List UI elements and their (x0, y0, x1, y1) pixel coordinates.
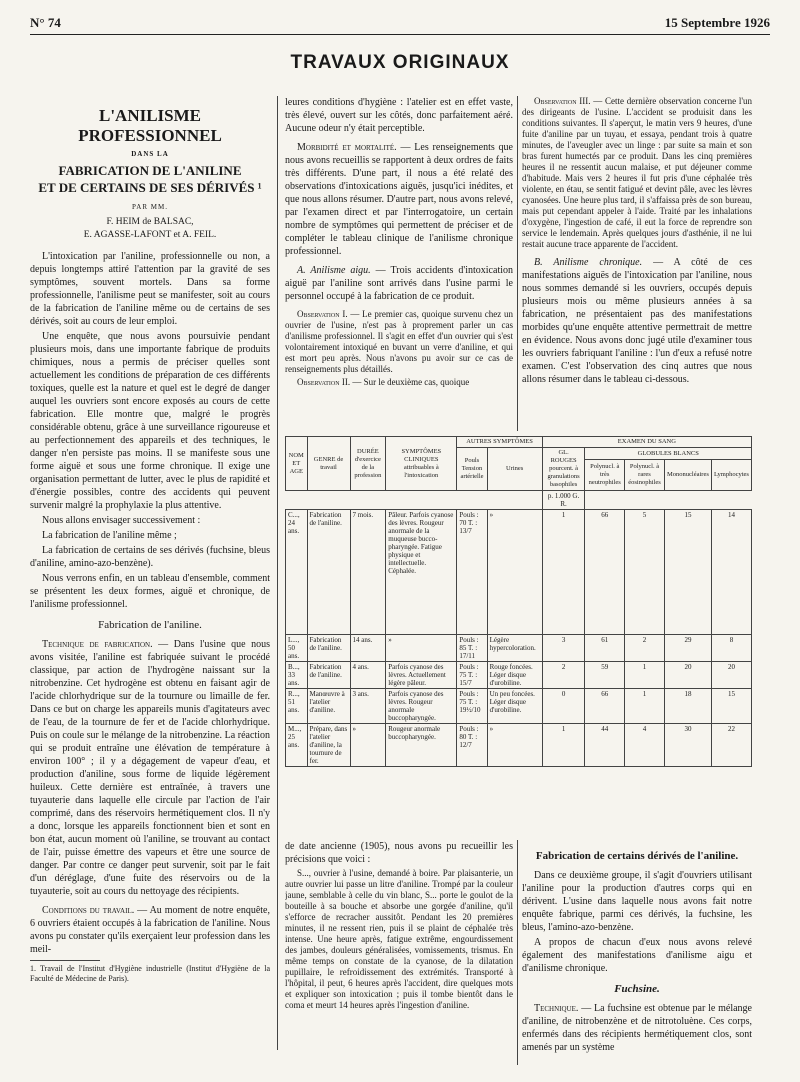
paragraph (30, 904, 270, 956)
table-cell-pn: 66 (585, 510, 625, 635)
article-subtitle-2: ET DE CERTAINS DE SES DÉRIVÉS ¹ (38, 180, 262, 195)
table-cell-nom: C..., 24 ans. (286, 510, 308, 635)
table-cell-lym: 20 (711, 662, 751, 689)
table-header: Pouls Tension artérielle (457, 448, 487, 491)
table-cell-genre: Fabrication de l'aniline. (307, 635, 350, 662)
footnote: 1. Travail de l'Institut d'Hygiène industrielle (Institut d'Hygiène de la Faculté de Médecine de Paris). (30, 964, 270, 983)
author-line-2: E. AGASSE-LAFONT et A. FEIL. (83, 230, 217, 240)
header-rule (30, 34, 770, 35)
table-header: Urines (487, 448, 542, 491)
table-cell-glr: 0 (542, 689, 585, 724)
paragraph-text: — A côté de ces manifestations aiguës de l'intoxication par l'aniline, nous nous sommes demandé si les ouvriers, occupés depuis plusieurs mois ou même plusieurs années à sa fabrication, ne présentaient pas des manifestations morbides qu'une enquête attentive permettrait de mettre en évidence. Nous avons donc jugé utile d'examiner tous les ouvriers fabriquant l'aniline : l'un d'eux a refusé notre examen. C'est l'observation des cinq autres que nous allons résumer dans le tableau ci-dessous. (522, 257, 752, 385)
table-cell-pouls: Pouls : 75 T. : 19½/10 (457, 689, 487, 724)
table-cell-mono: 18 (665, 689, 712, 724)
paragraph (285, 377, 513, 388)
article-title: L'ANILISME PROFESSIONNEL (78, 106, 222, 145)
table-cell-pe: 1 (624, 662, 664, 689)
paragraph: Dans ce deuxième groupe, il s'agit d'ouvriers utilisant l'aniline pour la production d'autres corps qui en dérivent. L'usine dans laquelle nous avons fait notre enquête fabrique, parmi ces dérivés, la fuchsine, les bleus, l'amino-azo-benzène. (522, 870, 752, 933)
column-divider-right-top (517, 96, 518, 431)
table-cell-pouls: Pouls : 80 T. : 12/7 (457, 724, 487, 767)
table-cell-genre: Manœuvre à l'atelier d'aniline. (307, 689, 350, 724)
table-header: SYMPTÔMES CLINIQUES attribuables à l'intoxication (386, 437, 457, 491)
table-cell-duree: 4 ans. (350, 662, 386, 689)
footnote-rule (30, 960, 100, 961)
table-row (286, 662, 752, 689)
table-row (286, 510, 752, 635)
paragraph-text: — Dans l'usine que nous avons visitée, l'aniline est fabriquée suivant le procédé classique, par action de l'hydrogène naissant sur la nitrobenzine. Cet hydrogène est obtenu en faisant agir de l'acide chlorhydrique sur de la tournure ou limaille de fer. Dans ce but on charge les appareils munis d'agitateurs avec de l'eau, de la tournure de fer et de l'acide chlorhydrique. Puis on coule sur le mélange de la nitrobenzine. La réaction qui se produit entraîne une élévation de température à environ 100° ; il y a dégagement de vapeur d'eau, et production d'aniline, sous forme de liquide légèrement huileux. Cette dernière est entraînée, à travers une tuyauterie dans laquelle elle circule par l'action de l'air comprimé, dans des réservoirs hermétiquement clos. Il n'y a donc, lorsque les appareils fonctionnent bien et sont en bon état, aucun moment où l'aniline, se trouvant au contact de l'air, puisse émettre des vapeurs et être une source de danger. Par contre ce danger peut survenir, soit par le fait d'un déréglage, d'une fuite des réservoirs ou de la tuyauterie, soit au cours du nettoyage des récipients. (30, 639, 270, 897)
table-cell-duree: 7 mois. (350, 510, 386, 635)
table-cell-sympt: » (386, 635, 457, 662)
table-header: NOM ET AGE (286, 437, 308, 491)
article-par: PAR MM. (132, 203, 168, 211)
table-cell-mono: 20 (665, 662, 712, 689)
column-3 (522, 96, 752, 426)
table-cell-lym: 14 (711, 510, 751, 635)
run-in-label: A. Anilisme aigu. (297, 265, 371, 276)
paragraph: La fabrication de certains de ses dérivés (fuchsine, bleus d'aniline, amino-azo-benzène). (30, 545, 270, 569)
table-cell-pn: 66 (585, 689, 625, 724)
table-cell-urines: » (487, 510, 542, 635)
table-cell-pe: 1 (624, 689, 664, 724)
run-in-label: Technique. (534, 1003, 579, 1014)
paragraph-text: — La fuchsine est obtenue par le mélange d'aniline, de nitrobenzène et de nitrotoluène. Ces corps, enfermés dans des récipients hermétiquement clos, sont amenés par un système (522, 1003, 752, 1053)
section-heading: Fabrication de l'aniline. (98, 619, 202, 631)
table-cell-urines: Légère hypercoloration. (487, 635, 542, 662)
column-3-continued (522, 848, 752, 1065)
table-cell-genre: Fabrication de l'aniline. (307, 510, 350, 635)
table-header: Lymphocytes (711, 460, 751, 491)
table-cell-urines: Rouge foncées. Léger disque d'urobiline. (487, 662, 542, 689)
table-cell-mono: 29 (665, 635, 712, 662)
column-2-continued (285, 840, 513, 1065)
paragraph: Nous verrons enfin, en un tableau d'ensemble, comment se présentent les deux formes, aiguë et chronique, de l'anilisme professionnel. (30, 573, 270, 610)
column-1 (30, 100, 270, 1045)
paragraph: L'intoxication par l'aniline, professionnelle ou non, a depuis longtemps attiré l'attention par la gravité de ses symptômes, souvent mortels. Dans sa forme professionnelle, l'anilisme peut se manifester, soit au cours de la fabrication de l'aniline même ou de certains de ses dérivés, soit au cours de leur emploi. (30, 251, 270, 327)
table-cell-urines: Un peu foncées. Léger disque d'urobiline. (487, 689, 542, 724)
article-subtitle-1: FABRICATION DE L'ANILINE (58, 163, 242, 178)
paragraph (522, 1002, 752, 1054)
table-cell-mono: 15 (665, 510, 712, 635)
table-cell-sympt: Parfois cyanose des lèvres. Actuellement légère pâleur. (386, 662, 457, 689)
run-in-label: Morbidité et mortalité. (297, 142, 397, 153)
table-cell-genre: Fabrication de l'aniline. (307, 662, 350, 689)
table-cell-pe: 2 (624, 635, 664, 662)
paragraph-text: — Sur le deuxième cas, quoique (350, 377, 470, 387)
table-cell-duree: 3 ans. (350, 689, 386, 724)
table-cell-pouls: Pouls : 75 T. : 15/7 (457, 662, 487, 689)
run-in-label: Observation II. (297, 377, 351, 387)
paragraph: A propos de chacun d'eux nous avons relevé également des manifestations d'anilisme aigu et d'anilisme chronique. (522, 937, 752, 974)
run-in-label: Observation I. (297, 309, 348, 319)
paragraph (30, 638, 270, 898)
table-header: GL. ROUGES pourcent. à granulations basophiles (542, 448, 585, 491)
table-cell-pn: 59 (585, 662, 625, 689)
table-row (286, 689, 752, 724)
table-cell-nom: R..., 51 ans. (286, 689, 308, 724)
table-cell-sympt: Parfois cyanose des lèvres. Rougeur anormale buccopharyngée. (386, 689, 457, 724)
run-in-label: Observation III. (534, 96, 591, 106)
column-divider-left (277, 96, 278, 1050)
paragraph-text: — Le premier cas, quoique survenu chez un ouvrier de l'usine, n'est pas à proprement parler un cas d'anilisme professionnel. Il s'agit en effet d'un ouvrier qui s'est volontairement intoxiqué en buvant un verre d'aniline, et qui est mort peu après. Nous n'avons pu avoir sur ce cas de renseignements plus détaillés. (285, 309, 513, 374)
paragraph: La fabrication de l'aniline même ; (42, 530, 177, 541)
article-authors (30, 216, 270, 242)
table-cell-pe: 4 (624, 724, 664, 767)
table-cell-nom: L..., 50 ans. (286, 635, 308, 662)
run-in-label: Technique de fabrication. (42, 639, 153, 650)
table-spacer (286, 491, 543, 510)
section-title: TRAVAUX ORIGINAUX (290, 52, 510, 73)
table-cell-duree: 14 ans. (350, 635, 386, 662)
table-header: GLOBULES BLANCS (585, 448, 752, 460)
issue-date: 15 Septembre 1926 (664, 15, 770, 30)
table-cell-mono: 30 (665, 724, 712, 767)
table-cell-pn: 44 (585, 724, 625, 767)
table-cell-pouls: Pouls : 70 T. : 13/7 (457, 510, 487, 635)
paragraph (285, 264, 513, 303)
table-cell-lym: 15 (711, 689, 751, 724)
run-in-label: Conditions du travail. (42, 905, 135, 916)
table-cell-nom: M..., 25 ans. (286, 724, 308, 767)
table-header: DURÉE d'exercice de la profession (350, 437, 386, 491)
article-dans-la: DANS LA (131, 150, 169, 158)
paragraph-text: — Les renseignements que nous avons recueillis se rapportent à deux ordres de faits très différents. D'une part, il nous a été relaté des observations d'intoxications aiguës, jusqu'ici inédites, et que nous allons résumer. D'autre part, nous avons relevé, par l'examen direct et par l'interrogatoire, un certain nombre de symptômes qui permettent de préciser et de compléter le tableau clinique de l'anilisme chronique professionnel. (285, 142, 513, 257)
table-cell-genre: Prépare, dans l'atelier d'aniline, la tournure de fer. (307, 724, 350, 767)
table-body (286, 510, 752, 767)
paragraph-text: — Cette dernière observation concerne l'un des dirigeants de l'usine. L'accident se produisit dans les conditions suivantes. Il s'aperçut, le matin vers 9 heures, d'une fuite d'aniline par un tuyau, et essaya, pendant trois à quatre minutes, de l'aveugler avec un linge : par suite sa main et son bras furent humectés par ce produit. Dans les cinq premières heures il ne ressentit aucun malaise, et put déjeuner comme d'habitude. Mais vers 2 heures il fut pris d'une céphalée très violente, en étau, se sentit fatigué et devint pâle, avec les lèvres cyanosées. Une heure plus tard, il s'affaissa près de son bureau, mais put cependant appeler à l'aide. Traité par les inhalations d'oxygène, l'ingestion de café, il eut la force de reprendre son service le lendemain. Après quelques jours d'asthénie, il ne lui restait aucune trace apparente de l'accident. (522, 96, 752, 249)
paragraph: de date ancienne (1905), nous avons pu recueillir les précisions que voici : (285, 841, 513, 865)
table-cell-glr: 3 (542, 635, 585, 662)
table-cell-sympt: Pâleur. Parfois cyanose des lèvres. Rougeur anormale de la muqueuse bucco-pharyngée. Fatigue physique et intellectuelle. Céphalée. (386, 510, 457, 635)
section-heading: Fabrication de certains dérivés de l'aniline. (535, 850, 739, 862)
issue-number: N° 74 (30, 15, 61, 30)
table-header: Polynucl. à très neutrophiles (585, 460, 625, 491)
blood-exam-table (285, 436, 752, 767)
table-cell-glr: 2 (542, 662, 585, 689)
table-row (286, 724, 752, 767)
table-cell-lym: 8 (711, 635, 751, 662)
table-cell-lym: 22 (711, 724, 751, 767)
paragraph (522, 96, 752, 250)
paragraph: S..., ouvrier à l'usine, demandé à boire. Par plaisanterie, un autre ouvrier lui passe un litre d'aniline. Trompé par la couleur jaune, semblable à celle du vin blanc, S... porte le goulot de la bouteille à sa bouche et absorbe une gorgée d'aniline, qu'il s'efforce de recracher aussitôt. Pendant les 20 premières minutes, il ne ressent rien, puis il se plaint de céphalée très intense. Une heure après, fatigue extrême, engourdissement des jambes, douleurs généralisées, vomissements, trismus. En même temps on constate de la cyanose, de la dilatation pupillaire, le refroidissement des extrémités. Transporté à l'hôpital, il peut, 6 heures après l'accident, dire quelques mots et expliquer son intoxication ; puis il tombe bientôt dans le coma et meurt 14 heures après l'ingestion d'aniline. (285, 868, 513, 1010)
paragraph-text: — Au moment de notre enquête, 6 ouvriers étaient occupés à la fabrication de l'aniline. Nous avons pu constater qu'ils exerçaient leur profession dans les meil- (30, 905, 270, 955)
paragraph (522, 256, 752, 386)
paragraph: Une enquête, que nous avons poursuivie pendant plusieurs mois, dans une importante fabrique de produits chimiques, nous a permis de préciser quelles sont actuellement les conditions de préparation de ces différents toxiques, quelle est la nature et quel est le degré de danger auquel les ouvriers sont encore exposés au cours de cette fabrication. Elle montre que, malgré le progrès considérable obtenu, grâce à une surveillance rigoureuse et au perfectionnement des appareils et des techniques, le danger n'en persiste pas moins. Il se manifeste sous une forme aiguë et sous une forme chronique. Il exige une organisation permettant de lutter, avec le plus de rapidité et d'énergie possibles, contre des accidents qui peuvent survenir malgré la prophylaxie la plus attentive. (30, 331, 270, 511)
table-row (286, 635, 752, 662)
table-cell-sympt: Rougeur anormale buccopharyngée. (386, 724, 457, 767)
table-header: Mononucléaires (665, 460, 712, 491)
run-in-label: B. Anilisme chronique. (534, 257, 643, 268)
paragraph-text: — Trois accidents d'intoxication aiguë par l'aniline sont arrivés dans l'usine parmi le personnel occupé à la fabrication de ce produit. (285, 265, 513, 302)
table-cell-duree: » (350, 724, 386, 767)
column-divider-right-bottom (517, 840, 518, 1065)
table-cell-pouls: Pouls : 85 T. : 17/11 (457, 635, 487, 662)
paragraph (285, 141, 513, 258)
table-header: Polynucl. à rares éosinophiles (624, 460, 664, 491)
column-2 (285, 96, 513, 426)
table-cell-urines: » (487, 724, 542, 767)
author-line-1: F. HEIM de BALSAC, (106, 217, 194, 227)
table-header: EXAMEN DU SANG (542, 437, 751, 448)
table-cell-pe: 5 (624, 510, 664, 635)
table-cell-pn: 61 (585, 635, 625, 662)
table-unit-note: p. 1.000 G. R. (542, 491, 585, 510)
section-heading: Fuchsine. (614, 983, 660, 995)
paragraph (285, 309, 513, 375)
table-cell-glr: 1 (542, 510, 585, 635)
paragraph: leures conditions d'hygiène : l'atelier est en effet vaste, très élevé, ouvert sur les côtés, donc parfaitement aéré. Aucune odeur n'y était perceptible. (285, 97, 513, 134)
table-header: GENRE de travail (307, 437, 350, 491)
paragraph: Nous allons envisager successivement : (42, 515, 201, 526)
table-spacer (585, 491, 752, 510)
table-header: AUTRES SYMPTÔMES (457, 437, 542, 448)
table-cell-nom: B..., 33 ans. (286, 662, 308, 689)
table-cell-glr: 1 (542, 724, 585, 767)
